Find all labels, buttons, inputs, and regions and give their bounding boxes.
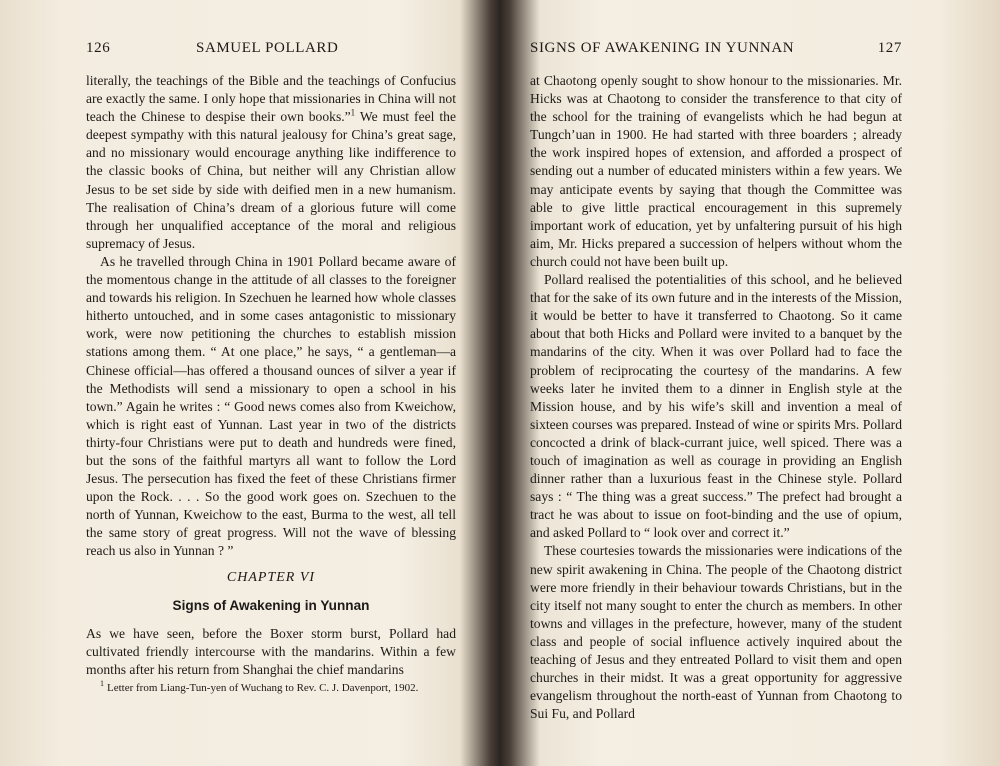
footnote <box>100 681 456 695</box>
footnote-reference: 1 <box>350 107 356 118</box>
footnote-text: Letter from Liang-Tun-yen of Wuchang to Rev. C. J. Davenport, 1902. <box>107 682 419 694</box>
left-paragraph-1-text: literally, the teachings of the Bible and the teachings of Confucius are exactly the same. I only hope that missionaries in China will not teach the Chinese to despise their own books.” <box>86 73 456 125</box>
left-paragraph-1 <box>86 72 456 253</box>
footnote-mark: 1 <box>100 679 104 689</box>
right-page <box>510 0 1000 766</box>
right-paragraph-3: These courtesies towards the missionaries were indications of the new spirit awakening in China. The people of the Chaotong district were more friendly in their behaviour towards Christians, but in the city itself not many sought to enter the church as members. In other towns and villages in the prefecture, however, many of the student class and people of social influence actively inquired about the teaching of Jesus and they entreated Pollard to visit them and open churches in their midst. It was a great opportunity for aggressive evangelism throughout the north-east of Yunnan from Chaotong to Sui Fu, and Pollard <box>530 543 902 722</box>
chapter-opening-paragraph: As we have seen, before the Boxer storm burst, Pollard had cultivated friendly intercourse with the mandarins. Within a few months after his return from Shanghai the chief mandarins <box>86 626 456 678</box>
right-paragraph-1: at Chaotong openly sought to show honour to the missionaries. Mr. Hicks was at Chaotong to consider the transference to that city of the school for the training of evangelists which he had begun at Tungch’uan in 1900. He had started with three boarders ; already the work inspired hopes of extension, and afforded a prospect of sending out a number of educated ministers within a few years. We may anticipate events by saying that though the Committee was able to give little practical encouragement in this supremely important work of education, yet by unfaltering pursuit of his high aim, Mr. Hicks prepared a succession of helpers without whom the church could not have been built up. <box>530 73 902 269</box>
left-paragraph-1-end: We must feel the deepest sympathy with this natural jealousy for China’s great sage, and no missionary would encourage anything like indifference to the classic books of China, but neither will any Christian allow Jesus to be set side by side with deified men in a new humanism. The realisation of China’s dream of a glorious future will come through her unqualified acceptance of the moral and religious supremacy of Jesus. <box>86 109 456 251</box>
left-body-text <box>86 72 456 561</box>
chapter-opening-text <box>86 625 456 679</box>
right-paragraph-2: Pollard realised the potentialities of this school, and he believed that for the sake of its own future and in the interests of the Mission, it would be better to have it transferred to Chaotong. So it came about that both Hicks and Pollard were invited to a banquet by the mandarins of the city. When it was over Pollard had to face the problem of reciprocating the courtesy of the mandarins. A few weeks later he invited them to a dinner in English style at the Mission house, and by his wife’s skill and invention a meal of sixteen courses was prepared. Instead of wine or spirits Mrs. Pollard concocted a drink of black-currant juice, well spiced. There was a touch of imagination as well as courage in providing an English dinner rather than a luxurious feast in the Chinese style. Pollard says : “ The thing was a great success.” The prefect had brought a tract he was about to issue on foot-binding and the use of opium, and asked Pollard to “ look over and correct it.” <box>530 272 902 541</box>
right-running-head: SIGNS OF AWAKENING IN YUNNAN <box>530 40 795 56</box>
right-body-text <box>530 72 902 723</box>
left-running-head: SAMUEL POLLARD <box>196 40 339 56</box>
chapter-heading: CHAPTER VI <box>226 570 316 585</box>
left-paragraph-2: As he travelled through China in 1901 Pollard became aware of the momentous change in the attitude of all classes to the foreigner and towards his religion. In Szechuen he learned how whole classes hitherto untouched, and in some cases antagonistic to missionary work, were now petitioning the churches to establish mission stations among them. “ At one place,” he says, “ a gentleman—a Chinese official—has offered a thousand ounces of silver a year if the Methodists will send a missionary to open a school in his town.” Again he writes : “ Good news comes also from Kweichow, which is right east of Yunnan. Last year in two of the districts thirty-four Christians were put to death and hundreds were fined, but the sons of the faithful martyrs all want to follow the Lord Jesus. The persecution has fixed the feet of these Christians firmer upon the Rock. . . . So the good work goes on. Szechuen to the north of Yunnan, Kweichow to the east, Burma to the west, all tell the same story of great progress. Will not the wave of blessing reach us also in Yunnan ? ” <box>86 253 456 559</box>
left-page <box>0 0 490 766</box>
chapter-title: Signs of Awakening in Yunnan <box>172 598 370 613</box>
left-page-number: 126 <box>86 40 111 56</box>
right-page-number: 127 <box>877 40 902 56</box>
